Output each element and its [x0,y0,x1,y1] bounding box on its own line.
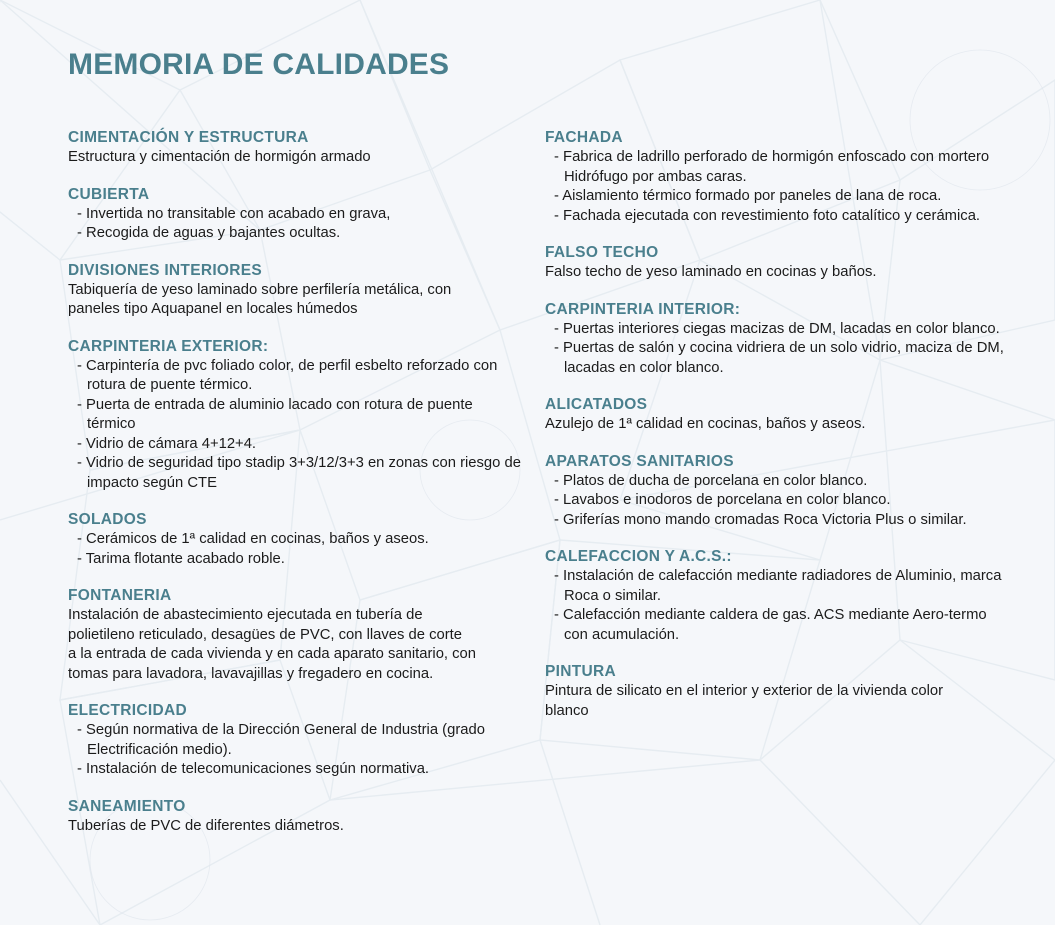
section-text: polietileno reticulado, desagües de PVC, con llaves de corte [68,626,463,643]
quality-section [68,185,523,244]
section-list-item: - Instalación de telecomunicaciones según normativa. [77,761,430,777]
section-heading: PINTURA [545,663,616,680]
section-heading: FONTANERIA [68,587,172,604]
right-column [545,128,1010,738]
section-list-item: - Puertas interiores ciegas macizas de DM, lacadas en color blanco. [554,320,1000,337]
section-list-item: - Puertas de salón y cocina vidriera de un solo vidrio, maciza de DM, lacadas en color blanco. [554,340,1004,376]
quality-section [545,128,1010,226]
section-list-item: - Carpintería de pvc foliado color, de perfil esbelto reforzado con rotura de puente térmico. [77,357,498,393]
section-list-item: - Vidrio de seguridad tipo stadip 3+3/12/3+3 en zonas con riesgo de impacto según CTE [77,455,521,491]
quality-section [545,300,1010,379]
section-heading: FACHADA [545,129,623,146]
section-list-item: - Aislamiento térmico formado por paneles de lana de roca. [554,188,942,204]
section-heading: CARPINTERIA EXTERIOR: [68,337,269,355]
section-heading: CALEFACCION Y A.C.S.: [545,548,732,565]
section-text: paneles tipo Aquapanel en locales húmedos [68,301,358,317]
section-text: Instalación de abastecimiento ejecutada en tubería de [68,607,423,623]
quality-section [68,586,523,684]
section-heading: ELECTRICIDAD [68,702,187,719]
section-heading: FALSO TECHO [545,244,659,261]
section-list-item: - Invertida no transitable con acabado en grava, [77,205,391,222]
section-list-item: - Lavabos e inodoros de porcelana en color blanco. [554,492,891,508]
section-list-item: - Calefacción mediante caldera de gas. ACS mediante Aero-termo con acumulación. [554,607,987,643]
quality-section [545,395,1010,435]
section-heading: ALICATADOS [545,396,648,413]
section-text: tomas para lavadora, lavavajillas y fregadero en cocina. [68,665,434,682]
section-list-item: - Vidrio de cámara 4+12+4. [77,435,257,452]
section-list-item: - Puerta de entrada de aluminio lacado con rotura de puente térmico [77,396,473,432]
section-list-item: - Platos de ducha de porcelana en color blanco. [554,472,868,489]
section-list-item: - Griferías mono mando cromadas Roca Victoria Plus o similar. [554,511,967,528]
section-text: blanco [545,702,589,719]
quality-section [68,128,523,168]
quality-section [68,797,523,837]
section-list-item: - Fachada ejecutada con revestimiento foto catalítico y cerámica. [554,207,981,224]
section-text: Azulejo de 1ª calidad en cocinas, baños y aseos. [545,416,866,432]
section-text: a la entrada de cada vivienda y en cada aparato sanitario, con [68,646,477,662]
section-list-item: - Cerámicos de 1ª calidad en cocinas, baños y aseos. [77,531,429,547]
quality-section [68,261,523,320]
section-heading: CUBIERTA [68,185,150,203]
quality-section [68,701,523,780]
section-list-item: - Instalación de calefacción mediante radiadores de Aluminio, marca Roca o similar. [554,568,1002,604]
quality-section [68,510,523,569]
section-text: Pintura de silicato en el interior y exterior de la vivienda color [545,683,944,699]
section-text: Tabiquería de yeso laminado sobre perfilería metálica, con [68,281,452,298]
quality-section [545,452,1010,531]
section-list-item: - Fabrica de ladrillo perforado de hormigón enfoscado con mortero Hidrófugo por ambas caras. [554,149,990,185]
quality-section [545,243,1010,283]
section-heading: CIMENTACIÓN Y ESTRUCTURA [68,129,309,146]
section-heading: APARATOS SANITARIOS [545,452,734,470]
left-column [68,128,523,853]
section-text: Falso techo de yeso laminado en cocinas y baños. [545,264,877,280]
section-heading: CARPINTERIA INTERIOR: [545,300,741,318]
section-list-item: - Recogida de aguas y bajantes ocultas. [77,225,341,241]
quality-section [545,662,1010,721]
quality-section [545,547,1010,645]
section-list-item: - Según normativa de la Dirección General de Industria (grado Electrificación medio). [77,722,485,758]
quality-section [68,337,523,494]
section-heading: SANEAMIENTO [68,797,186,815]
section-text: Estructura y cimentación de hormigón armado [68,149,371,165]
section-list-item: - Tarima flotante acabado roble. [77,550,285,567]
section-heading: DIVISIONES INTERIORES [68,261,263,279]
page-title: MEMORIA DE CALIDADES [68,48,450,81]
section-text: Tuberías de PVC de diferentes diámetros. [68,817,344,834]
section-heading: SOLADOS [68,511,147,528]
